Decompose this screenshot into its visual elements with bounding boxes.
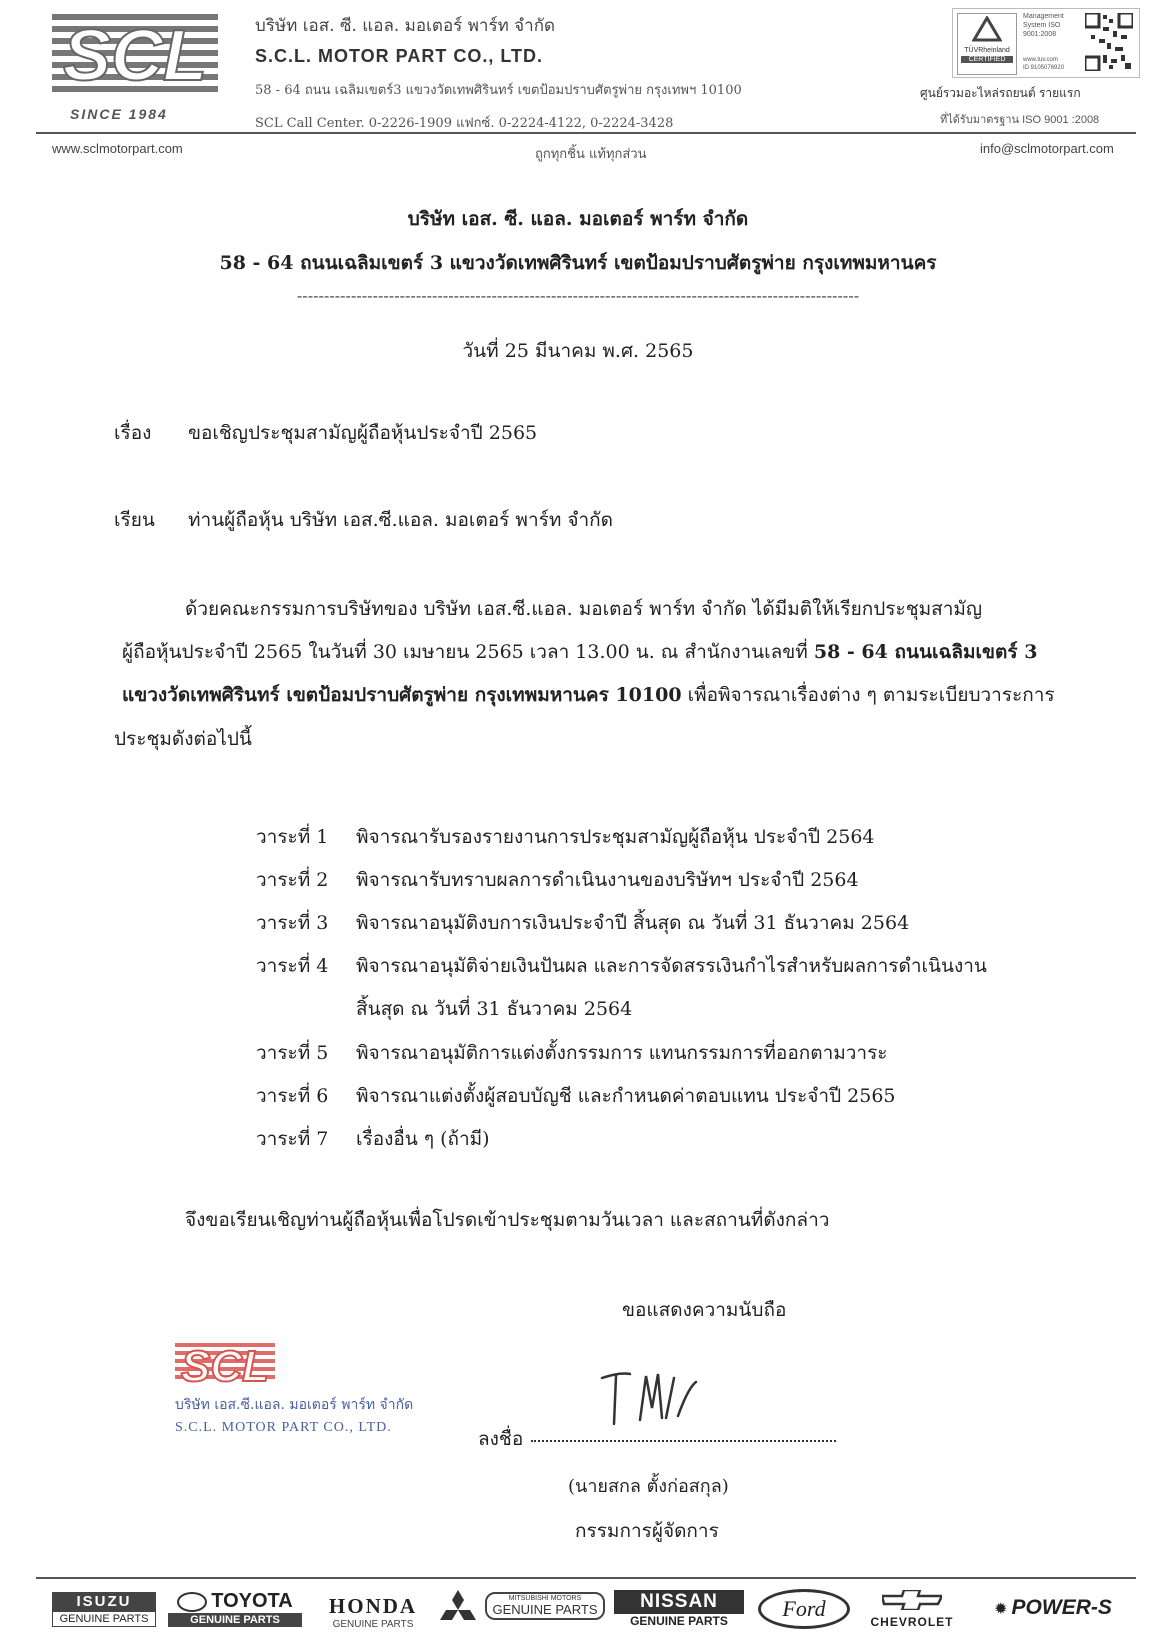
letter-company-name: บริษัท เอส. ซี. แอล. มอเตอร์ พาร์ท จำกัด xyxy=(407,208,749,230)
footer-divider xyxy=(36,1577,1136,1579)
brand-nissan xyxy=(614,1590,744,1628)
brand-sub: GENUINE PARTS xyxy=(168,1613,302,1627)
agenda-label: วาระที่ 6 xyxy=(256,1085,329,1107)
brand-chevrolet xyxy=(862,1590,962,1629)
brand-sub: GENUINE PARTS xyxy=(630,1614,728,1628)
cert-label: CERTIFIED xyxy=(961,56,1013,63)
separator-line: -------------------------------------------------------------------------------------------------------- xyxy=(296,286,860,305)
brand-name: ISUZU xyxy=(52,1592,156,1611)
agenda-text: พิจารณาอนุมัติการแต่งตั้งกรรมการ แทนกรรมการที่ออกตามวาระ xyxy=(356,1042,888,1064)
agenda-label: วาระที่ 7 xyxy=(256,1128,329,1150)
brand-power-s xyxy=(968,1596,1138,1620)
subject-text: ขอเชิญประชุมสามัญผู้ถือหุ้นประจำปี 2565 xyxy=(188,422,538,444)
agenda-text: สิ้นสุด ณ วันที่ 31 ธันวาคม 2564 xyxy=(356,998,633,1020)
paragraph-line-4: ประชุมดังต่อไปนี้ xyxy=(114,728,252,750)
brand-name: HONDA xyxy=(328,1594,418,1618)
brand-name xyxy=(168,1590,302,1613)
scl-logo xyxy=(52,14,218,92)
mitsubishi-diamonds-icon xyxy=(440,1590,476,1634)
brand-isuzu xyxy=(52,1592,156,1627)
agenda-label: วาระที่ 3 xyxy=(256,912,329,934)
paragraph-line-2 xyxy=(122,631,1037,674)
paragraph-line-3-bold: แขวงวัดเทพศิรินทร์ เขตป้อมปราบศัตรูพ่าย กรุงเทพมหานคร 10100 xyxy=(122,684,682,706)
regards: ขอแสดงความนับถือ xyxy=(622,1299,787,1321)
closing-sentence: จึงขอเรียนเชิญท่านผู้ถือหุ้นเพื่อโปรดเข้าประชุมตามวันเวลา และสถานที่ดังกล่าว xyxy=(185,1209,830,1231)
paragraph-line-1: ด้วยคณะกรรมการบริษัทของ บริษัท เอส.ซี.แอล. มอเตอร์ พาร์ท จำกัด ได้มีมติให้เรียกประชุมสามัญ xyxy=(185,598,983,620)
agenda-label: วาระที่ 2 xyxy=(256,869,329,891)
brand-name: Ford xyxy=(782,1596,826,1621)
paragraph-line-2-bold: 58 - 64 ถนนเฉลิมเขตร์ 3 xyxy=(813,641,1038,663)
toyota-emblem-icon xyxy=(177,1592,207,1612)
logo-text: SCL xyxy=(63,16,207,92)
agenda-text: พิจารณารับทราบผลการดำเนินงานของบริษัทฯ ประจำปี 2564 xyxy=(356,869,859,891)
brand-sub: GENUINE PARTS xyxy=(492,1602,598,1617)
agenda-text: พิจารณาอนุมัติงบการเงินประจำปี สิ้นสุด ณ วันที่ 31 ธันวาคม 2564 xyxy=(356,912,910,934)
agenda-label: วาระที่ 5 xyxy=(256,1042,329,1064)
cert-site: www.tuv.com xyxy=(1023,57,1058,63)
brand-name: NISSAN xyxy=(614,1590,744,1614)
website-link[interactable]: www.sclmotorpart.com xyxy=(52,141,183,156)
qr-code-icon xyxy=(1085,13,1133,71)
agenda-text: พิจารณาอนุมัติจ่ายเงินปันผล และการจัดสรรเงินกำไรสำหรับผลการดำเนินงาน xyxy=(356,955,987,977)
cert-note-1: ศูนย์รวมอะไหล่รถยนต์ รายแรก xyxy=(920,86,1081,100)
header-divider xyxy=(36,132,1136,134)
brand-sub: GENUINE PARTS xyxy=(52,1611,156,1627)
brand-name: MITSUBISHI MOTORS xyxy=(508,1595,582,1602)
brand-name: CHEVROLET xyxy=(870,1615,954,1629)
cert-id: ID 9105076920 xyxy=(1023,65,1065,71)
signer-position: กรรมการผู้จัดการ xyxy=(575,1520,719,1542)
brand-toyota xyxy=(168,1590,302,1627)
to-label: เรียน xyxy=(114,509,155,531)
stamp-logo: SCL xyxy=(181,1342,269,1391)
paragraph-line-3-text: เพื่อพิจารณาเรื่องต่าง ๆ ตามระเบียบวาระการ xyxy=(681,684,1055,706)
chevrolet-bowtie-icon xyxy=(882,1590,942,1610)
to-text: ท่านผู้ถือหุ้น บริษัท เอส.ซี.แอล. มอเตอร์ พาร์ท จำกัด xyxy=(188,509,614,531)
agenda-label: วาระที่ 1 xyxy=(256,826,329,848)
iso-certificate-badge xyxy=(952,8,1140,78)
brand-name-text: POWER-S xyxy=(1011,1596,1112,1619)
tuv-triangle-icon xyxy=(972,16,1002,42)
sign-label: ลงชื่อ xyxy=(478,1428,524,1450)
signature xyxy=(600,1368,700,1432)
paragraph-line-3 xyxy=(122,674,1055,717)
since-label: SINCE 1984 xyxy=(70,106,168,122)
brand-name-text: TOYOTA xyxy=(211,1590,293,1612)
agenda-text: พิจารณาแต่งตั้งผู้สอบบัญชี และกำหนดค่าตอบแทน ประจำปี 2565 xyxy=(356,1085,896,1107)
brand-ford xyxy=(758,1589,850,1629)
paragraph-line-2-text: ผู้ถือหุ้นประจำปี 2565 ในวันที่ 30 เมษายน 2565 เวลา 13.00 น. ณ สำนักงานเลขที่ xyxy=(122,641,814,663)
cert-brand: TÜVRheinland xyxy=(964,47,1010,54)
company-stamp xyxy=(175,1337,455,1437)
brand-name xyxy=(968,1596,1138,1620)
stamp-text-en: S.C.L. MOTOR PART CO., LTD. xyxy=(175,1420,392,1435)
agenda-text: เรื่องอื่น ๆ (ถ้ามี) xyxy=(356,1128,490,1150)
signer-name: (นายสกล ตั้งก่อสกุล) xyxy=(568,1476,729,1497)
cert-system: Management System ISO 9001:2008 xyxy=(1023,13,1064,38)
contact-info: SCL Call Center. 0-2226-1909 แฟกซ์. 0-2224-4122, 0-2224-3428 xyxy=(255,116,674,131)
agenda-text: พิจารณารับรองรายงานการประชุมสามัญผู้ถือหุ้น ประจำปี 2564 xyxy=(356,826,875,848)
company-name-en: S.C.L. MOTOR PART CO., LTD. xyxy=(255,46,543,66)
company-name-th: บริษัท เอส. ซี. แอล. มอเตอร์ พาร์ท จำกัด xyxy=(255,16,556,36)
slogan: ถูกทุกชิ้น แท้ทุกส่วน xyxy=(535,147,647,162)
agenda-label: วาระที่ 4 xyxy=(256,955,329,977)
signature-line xyxy=(531,1428,836,1442)
letter-date: วันที่ 25 มีนาคม พ.ศ. 2565 xyxy=(462,340,694,362)
stamp-text-th: บริษัท เอส.ซี.แอล. มอเตอร์ พาร์ท จำกัด xyxy=(175,1397,414,1413)
company-address: 58 - 64 ถนน เฉลิมเขตร์3 แขวงวัดเทพศิรินทร์ เขตป้อมปราบศัตรูพ่าย กรุงเทพฯ 10100 xyxy=(255,83,742,98)
brand-honda xyxy=(312,1594,434,1630)
gear-icon: ✹ xyxy=(994,1601,1008,1618)
brand-mitsubishi xyxy=(485,1592,605,1620)
email-link[interactable]: info@sclmotorpart.com xyxy=(980,141,1114,156)
letter-company-address: 58 - 64 ถนนเฉลิมเขตร์ 3 แขวงวัดเทพศิรินทร์ เขตป้อมปราบศัตรูพ่าย กรุงเทพมหานคร xyxy=(219,252,937,274)
subject-label: เรื่อง xyxy=(114,422,152,444)
brand-sub: GENUINE PARTS xyxy=(332,1619,414,1630)
cert-note-2: ที่ได้รับมาตรฐาน ISO 9001 :2008 xyxy=(940,114,1100,126)
